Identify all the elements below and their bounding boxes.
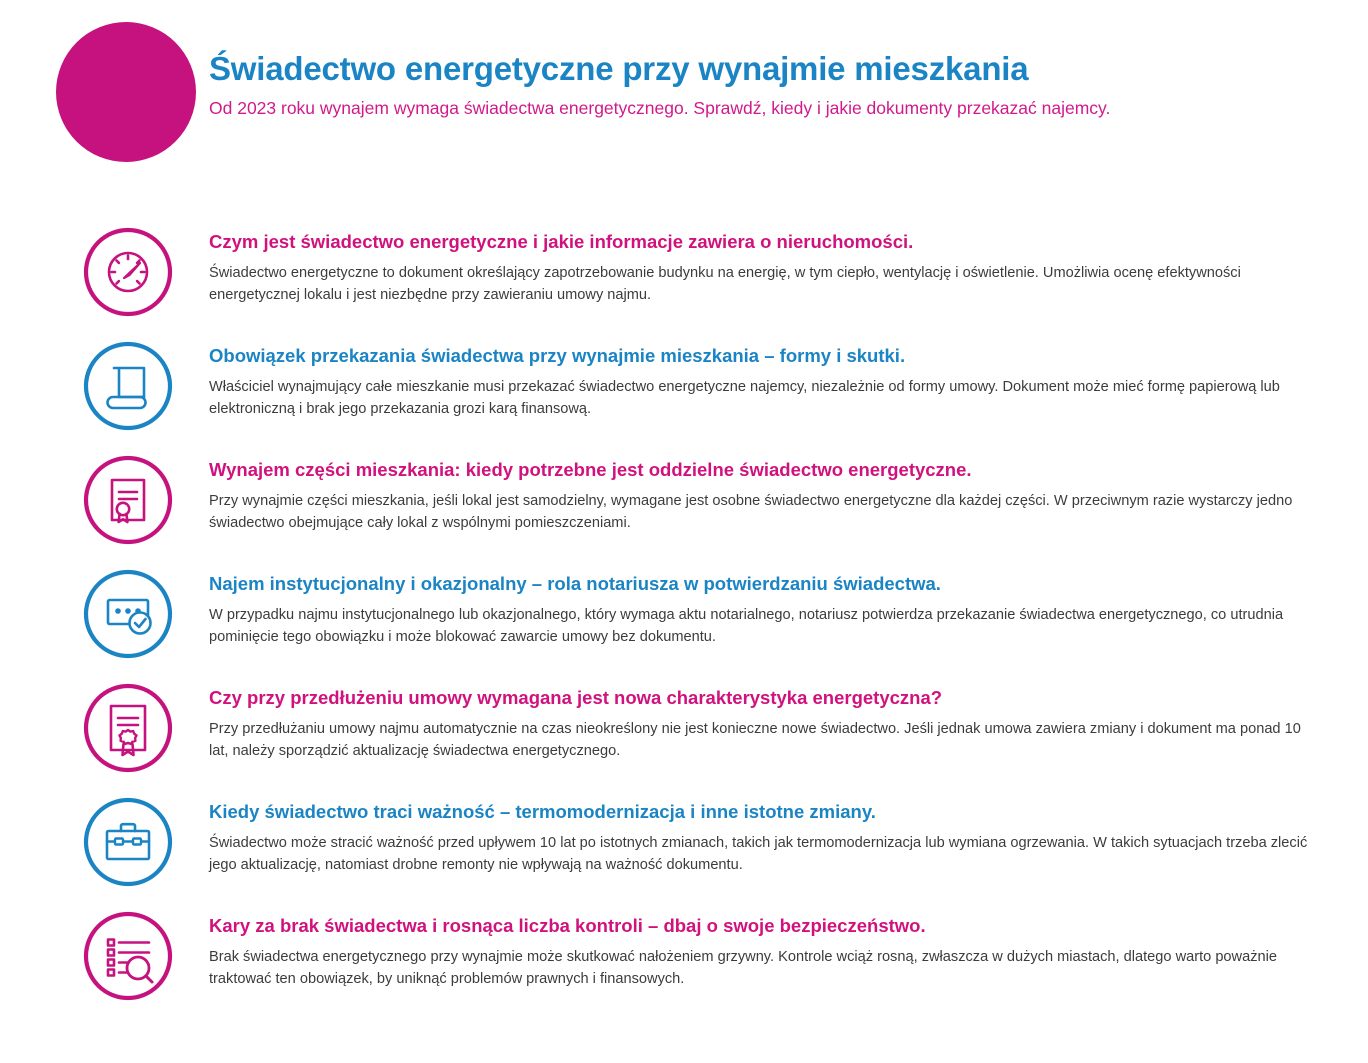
section-text: Przy wynajmie części mieszkania, jeśli lokal jest samodzielny, wymagane jest osobne świadectwo energetyczne dla każdej części. W przeciwnym razie wystarczy jedno świadectwo obejmujące cały lokal z wspólnymi pomieszczeniami.: [209, 493, 1293, 532]
section-body: [209, 564, 1319, 648]
header-text-block: [209, 50, 1319, 121]
checklist-search-icon: [82, 910, 174, 1002]
filled-circle-badge: [56, 22, 196, 162]
section-text: Świadectwo może stracić ważność przed upływem 10 lat po istotnych zmianach, takich jak termomodernizacja lub wymiana ogrzewania. W takich sytuacjach trzeba zlecić jego aktualizację, natomiast drobne remonty nie wpływają na ważność dokumentu.: [209, 835, 1308, 874]
section-item: [0, 336, 1368, 450]
gauge-icon: [82, 226, 174, 318]
section-text: Właściciel wynajmujący całe mieszkanie musi przekazać świadectwo energetyczne najemcy, niezależnie od formy umowy. Dokument może mieć formę papierową lub elektroniczną i brak jego przekazania grozi karą finansową.: [209, 379, 1280, 418]
section-item: [0, 906, 1368, 1020]
section-body: [209, 336, 1319, 420]
section-body: [209, 678, 1319, 762]
certificate-seal-icon: [82, 454, 174, 546]
section-heading: Kary za brak świadectwa i rosnąca liczba kontroli – dbaj o swoje bezpieczeństwo.: [209, 915, 926, 936]
page-subtitle: Od 2023 roku wynajem wymaga świadectwa energetycznego. Sprawdź, kiedy i jakie dokumenty przekazać najemcy.: [209, 97, 1111, 118]
section-body: [209, 906, 1319, 990]
section-heading: Czym jest świadectwo energetyczne i jakie informacje zawiera o nieruchomości.: [209, 231, 914, 252]
card-check-icon: [82, 568, 174, 660]
section-body: [209, 792, 1319, 876]
section-heading: Obowiązek przekazania świadectwa przy wynajmie mieszkania – formy i skutki.: [209, 345, 906, 366]
section-body: [209, 450, 1319, 534]
certificate-award-icon: [82, 682, 174, 774]
section-item: [0, 564, 1368, 678]
section-text: Brak świadectwa energetycznego przy wynajmie może skutkować nałożeniem grzywny. Kontrole wciąż rosną, zwłaszcza w dużych miastach, dlatego warto poważnie traktować ten obowiązek, by uniknąć problemów prawnych i finansowych.: [209, 949, 1277, 988]
section-heading: Wynajem części mieszkania: kiedy potrzebne jest oddzielne świadectwo energetyczne.: [209, 459, 972, 480]
toolbox-icon: [82, 796, 174, 888]
section-item: [0, 678, 1368, 792]
section-heading: Czy przy przedłużeniu umowy wymagana jest nowa charakterystyka energetyczna?: [209, 687, 943, 708]
section-item: [0, 450, 1368, 564]
section-heading: Najem instytucjonalny i okazjonalny – rola notariusza w potwierdzaniu świadectwa.: [209, 573, 941, 594]
document-scroll-icon: [82, 340, 174, 432]
section-item: [0, 222, 1368, 336]
section-text: Świadectwo energetyczne to dokument określający zapotrzebowanie budynku na energię, w tym ciepło, wentylację i oświetlenie. Umożliwia ocenę efektywności energetycznej lokalu i jest niezbędne przy zawieraniu umowy najmu.: [209, 265, 1241, 304]
header: [0, 0, 1368, 170]
section-body: [209, 222, 1319, 306]
section-heading: Kiedy świadectwo traci ważność – termomodernizacja i inne istotne zmiany.: [209, 801, 876, 822]
section-item: [0, 792, 1368, 906]
section-text: W przypadku najmu instytucjonalnego lub okazjonalnego, który wymaga aktu notarialnego, notariusz potwierdza przekazanie świadectwa energetycznego, co utrudnia pominięcie tego obowiązku i może blokować zawarcie umowy bez dokumentu.: [209, 607, 1284, 646]
page-title: Świadectwo energetyczne przy wynajmie mieszkania: [209, 50, 1029, 87]
section-text: Przy przedłużaniu umowy najmu automatycznie na czas nieokreślony nie jest konieczne nowe świadectwo. Jeśli jednak umowa zawiera zmiany i dokument ma ponad 10 lat, należy sporządzić aktualizację świadectwa energetycznego.: [209, 721, 1301, 760]
section-list: [0, 222, 1368, 1020]
